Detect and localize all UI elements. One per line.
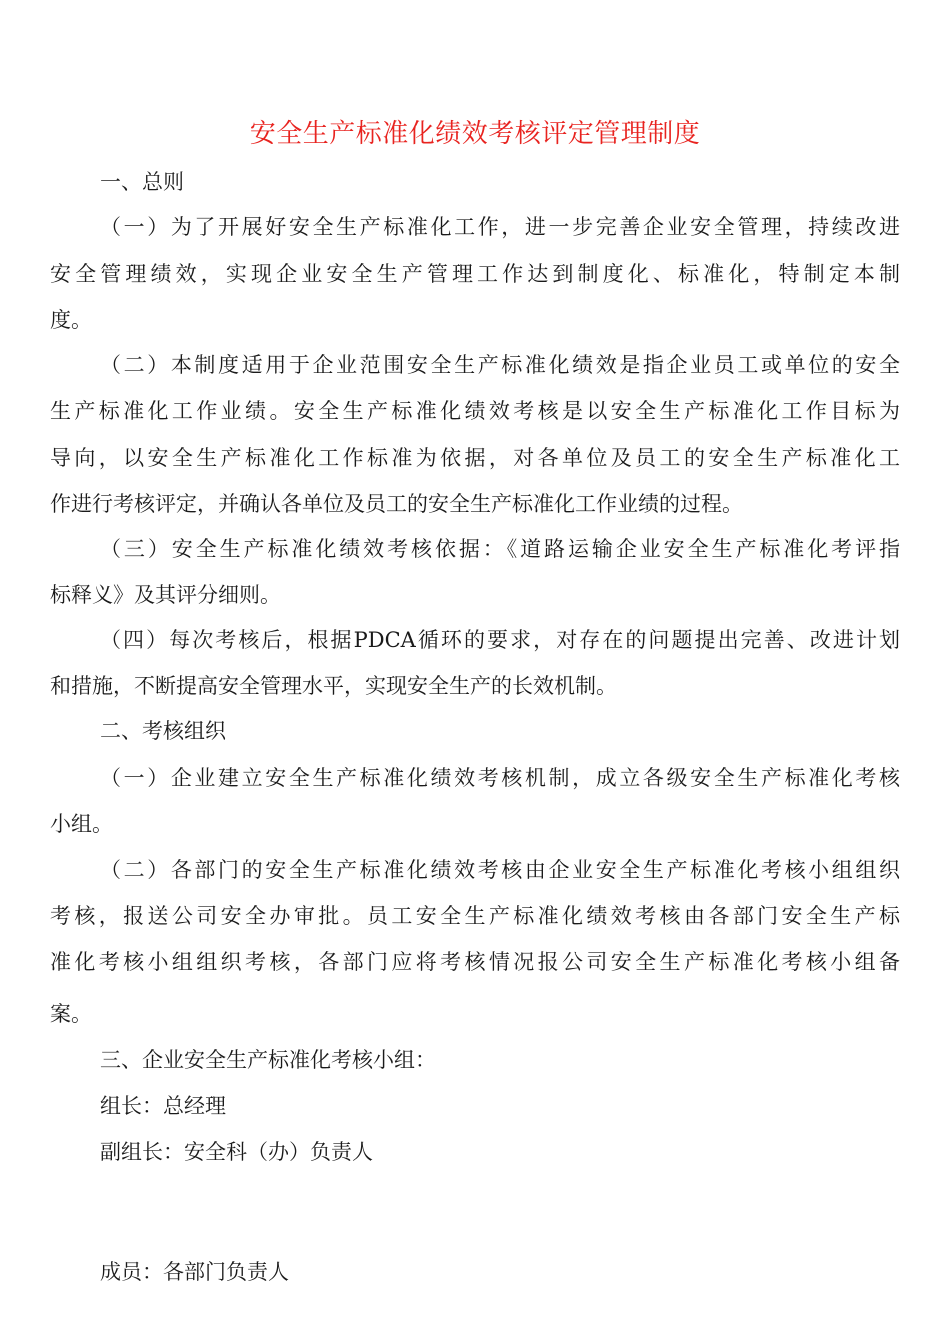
section-heading-general: 一、总则 bbox=[100, 170, 184, 194]
document-title: 安全生产标准化绩效考核评定管理制度 bbox=[249, 119, 701, 149]
paragraph-line: 度。 bbox=[50, 308, 92, 332]
section-heading-committee: 三、企业安全生产标准化考核小组： bbox=[100, 1048, 436, 1072]
paragraph-line: 导向，以安全生产标准化工作标准为依据，对各单位及员工的安全生产标准化工 bbox=[50, 446, 900, 470]
paragraph-line: （二）各部门的安全生产标准化绩效考核由企业安全生产标准化考核小组组织 bbox=[100, 858, 900, 882]
paragraph-line: 安全管理绩效，实现企业安全生产管理工作达到制度化、标准化，特制定本制 bbox=[50, 262, 900, 286]
paragraph-line: （一）为了开展好安全生产标准化工作，进一步完善企业安全管理，持续改进 bbox=[100, 215, 900, 239]
paragraph-line: （四）每次考核后，根据PDCA循环的要求，对存在的问题提出完善、改进计划 bbox=[100, 628, 900, 652]
paragraph-line: （二）本制度适用于企业范围安全生产标准化绩效是指企业员工或单位的安全 bbox=[100, 353, 900, 377]
committee-members: 成员：各部门负责人 bbox=[100, 1260, 289, 1284]
committee-deputy: 副组长：安全科（办）负责人 bbox=[100, 1140, 373, 1164]
paragraph-line: 标释义》及其评分细则。 bbox=[50, 583, 281, 607]
paragraph-line: 生产标准化工作业绩。安全生产标准化绩效考核是以安全生产标准化工作目标为 bbox=[50, 399, 900, 423]
paragraph-line: （一）企业建立安全生产标准化绩效考核机制，成立各级安全生产标准化考核 bbox=[100, 766, 900, 790]
paragraph-line: （三）安全生产标准化绩效考核依据：《道路运输企业安全生产标准化考评指 bbox=[100, 537, 900, 561]
paragraph-line: 作进行考核评定，并确认各单位及员工的安全生产标准化工作业绩的过程。 bbox=[50, 492, 743, 516]
section-heading-organization: 二、考核组织 bbox=[100, 719, 226, 743]
paragraph-line: 考核，报送公司安全办审批。员工安全生产标准化绩效考核由各部门安全生产标 bbox=[50, 904, 900, 928]
paragraph-line: 案。 bbox=[50, 1002, 92, 1026]
paragraph-line: 小组。 bbox=[50, 812, 113, 836]
committee-leader: 组长：总经理 bbox=[100, 1094, 226, 1118]
paragraph-line: 准化考核小组组织考核，各部门应将考核情况报公司安全生产标准化考核小组备 bbox=[50, 950, 900, 974]
paragraph-line: 和措施，不断提高安全管理水平，实现安全生产的长效机制。 bbox=[50, 674, 617, 698]
